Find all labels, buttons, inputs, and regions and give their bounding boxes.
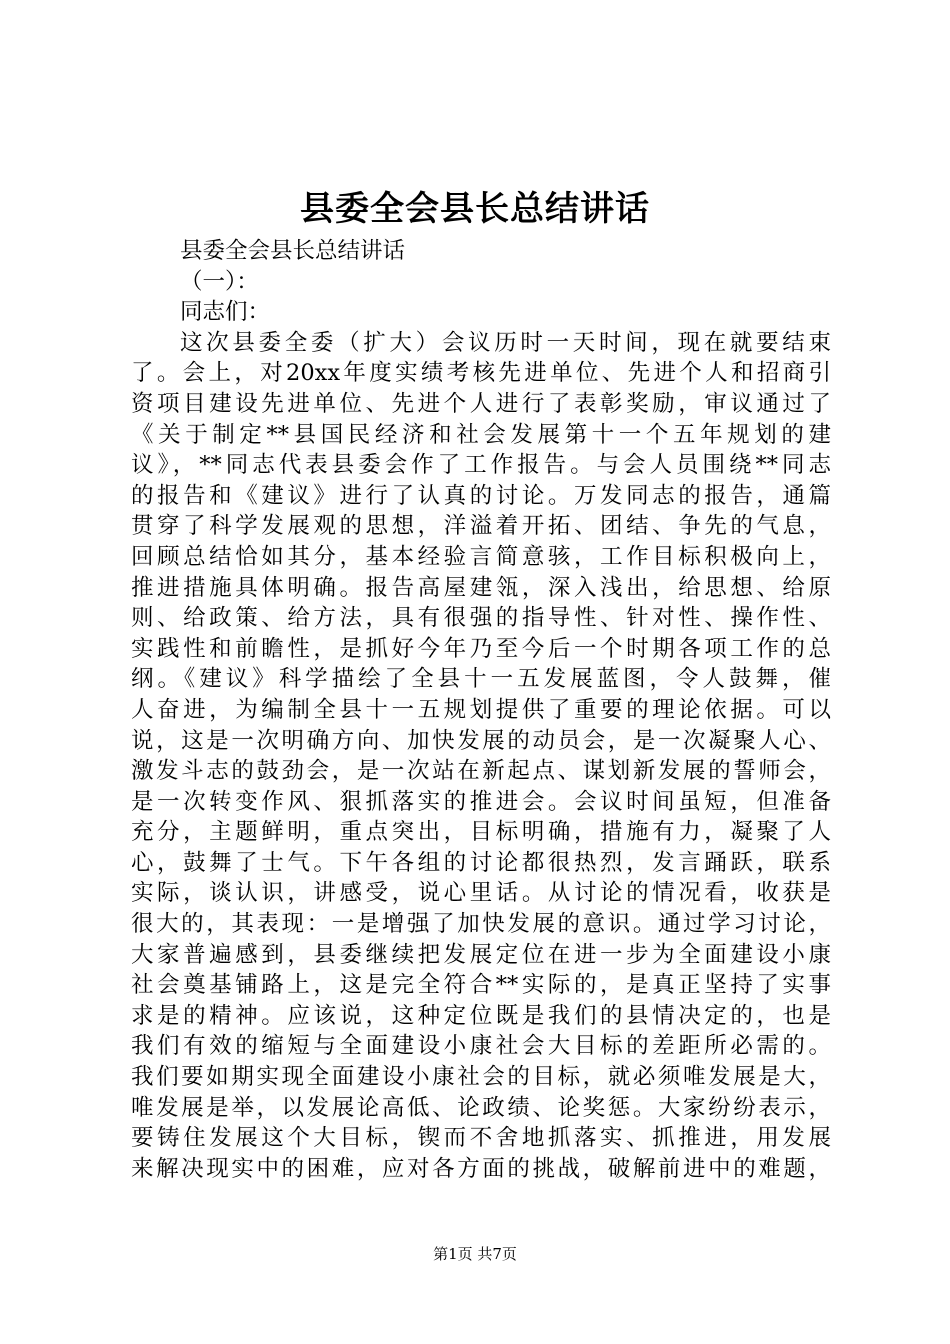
document-body [131, 236, 831, 1184]
text-line: 说，这是一次明确方向、加快发展的动员会，是一次凝聚人心、 [131, 727, 831, 754]
text-line: 要铸住发展这个大目标，锲而不舍地抓落实、抓推进，用发展 [131, 1125, 831, 1152]
text-line: 议》，**同志代表县委会作了工作报告。与会人员围绕**同志 [131, 452, 831, 479]
text-line: 资项目建设先进单位、先进个人进行了表彰奖励，审议通过了 [131, 390, 831, 417]
text-line: 纲。《建议》科学描绘了全县十一五发展蓝图，令人鼓舞，催 [131, 666, 831, 693]
text-line: 是一次转变作风、狠抓落实的推进会。会议时间虽短，但准备 [131, 788, 831, 815]
text-line: 回顾总结恰如其分，基本经验言简意骇，工作目标积极向上， [131, 543, 831, 570]
document-title: 县委全会县长总结讲话 [300, 189, 650, 229]
text-line: 《关于制定**县国民经济和社会发展第十一个五年规划的建 [131, 421, 831, 448]
text-line: 则、给政策、给方法，具有很强的指导性、针对性、操作性、 [131, 605, 831, 632]
text-line: 贯穿了科学发展观的思想，洋溢着开拓、团结、争先的气息， [131, 513, 831, 540]
text-line: 很大的，其表现：一是增强了加快发展的意识。通过学习讨论， [131, 911, 831, 938]
text-line: 心，鼓舞了士气。下午各组的讨论都很热烈，发言踊跃，联系 [131, 849, 831, 876]
text-line: 的报告和《建议》进行了认真的讨论。万发同志的报告，通篇 [131, 482, 831, 509]
text-line: 实践性和前瞻性，是抓好今年乃至今后一个时期各项工作的总 [131, 635, 831, 662]
text-line: 社会奠基铺路上，这是完全符合**实际的，是真正坚持了实事 [131, 972, 831, 999]
text-line: 推进措施具体明确。报告高屋建瓴，深入浅出，给思想、给原 [131, 574, 831, 601]
text-line: 大家普遍感到，县委继续把发展定位在进一步为全面建设小康 [131, 941, 831, 968]
text-line: 人奋进，为编制全县十一五规划提供了重要的理论依据。可以 [131, 696, 831, 723]
text-line: （一）： [180, 268, 259, 295]
text-line: 唯发展是举，以发展论高低、论政绩、论奖惩。大家纷纷表示， [131, 1094, 831, 1121]
text-line: 我们有效的缩短与全面建设小康社会大目标的差距所必需的。 [131, 1033, 831, 1060]
text-line: 县委全会县长总结讲话 [180, 238, 406, 264]
text-line: 同志们： [180, 299, 271, 326]
text-line: 来解决现实中的困难，应对各方面的挑战，破解前进中的难题， [131, 1155, 831, 1182]
text-line: 激发斗志的鼓劲会，是一次站在新起点、谋划新发展的誓师会， [131, 758, 831, 785]
text-line: 了。会上，对20xx年度实绩考核先进单位、先进个人和招商引 [131, 360, 831, 387]
text-line: 我们要如期实现全面建设小康社会的目标，就必须唯发展是大， [131, 1064, 831, 1091]
text-line: 求是的精神。应该说，这种定位既是我们的县情决定的，也是 [131, 1002, 831, 1029]
text-line: 实际，谈认识，讲感受，说心里话。从讨论的情况看，收获是 [131, 880, 831, 907]
text-line: 这次县委全委（扩大）会议历时一天时间，现在就要结束 [180, 329, 831, 356]
text-line: 充分，主题鲜明，重点突出，目标明确，措施有力，凝聚了人 [131, 819, 831, 846]
page-footer: 第1页 共7页 [433, 1245, 517, 1263]
